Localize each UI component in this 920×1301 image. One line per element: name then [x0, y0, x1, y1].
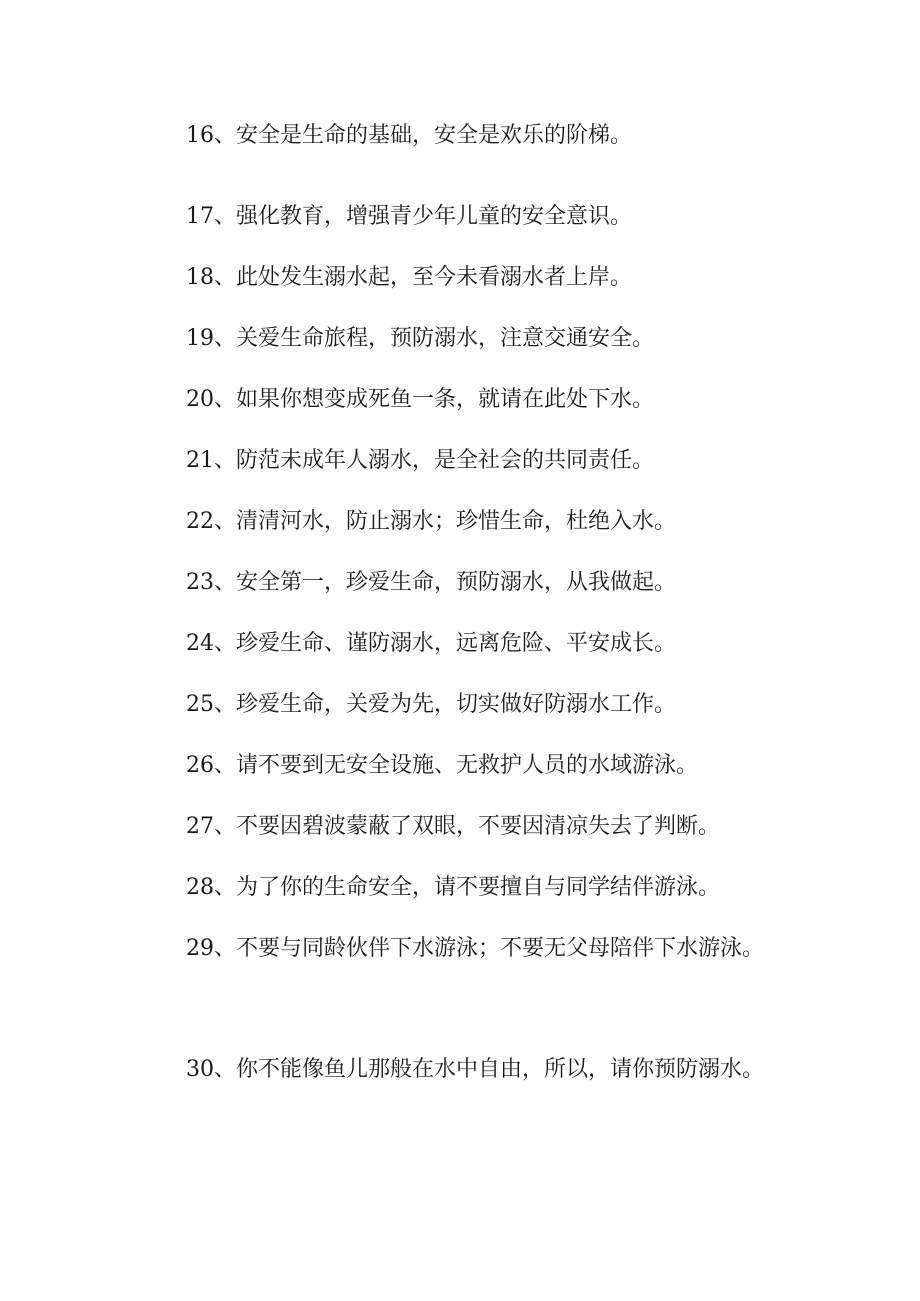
slogan-item-25: 25、珍爱生命，关爱为先，切实做好防溺水工作。 [186, 692, 676, 717]
slogan-item-18: 18、此处发生溺水起，至今未看溺水者上岸。 [186, 265, 632, 290]
slogan-item-24: 24、珍爱生命、谨防溺水，远离危险、平安成长。 [186, 631, 676, 656]
slogan-item-20: 20、如果你想变成死鱼一条，就请在此处下水。 [186, 387, 654, 412]
slogan-item-28: 28、为了你的生命安全，请不要擅自与同学结伴游泳。 [186, 875, 720, 900]
slogan-item-26: 26、请不要到无安全设施、无救护人员的水域游泳。 [186, 753, 698, 778]
slogan-item-16: 16、安全是生命的基础，安全是欢乐的阶梯。 [186, 123, 632, 148]
slogan-item-29: 29、不要与同龄伙伴下水游泳；不要无父母陪伴下水游泳。 [186, 936, 764, 961]
slogan-item-27: 27、不要因碧波蒙蔽了双眼，不要因清凉失去了判断。 [186, 814, 720, 839]
slogan-item-19: 19、关爱生命旅程，预防溺水，注意交通安全。 [186, 326, 654, 351]
slogan-item-21: 21、防范未成年人溺水，是全社会的共同责任。 [186, 448, 654, 473]
slogan-item-17: 17、强化教育，增强青少年儿童的安全意识。 [186, 204, 632, 229]
slogan-item-23: 23、安全第一，珍爱生命，预防溺水，从我做起。 [186, 570, 676, 595]
slogan-item-30: 30、你不能像鱼儿那般在水中自由，所以，请你预防溺水。 [186, 1057, 764, 1082]
slogan-item-22: 22、清清河水，防止溺水；珍惜生命，杜绝入水。 [186, 509, 676, 534]
